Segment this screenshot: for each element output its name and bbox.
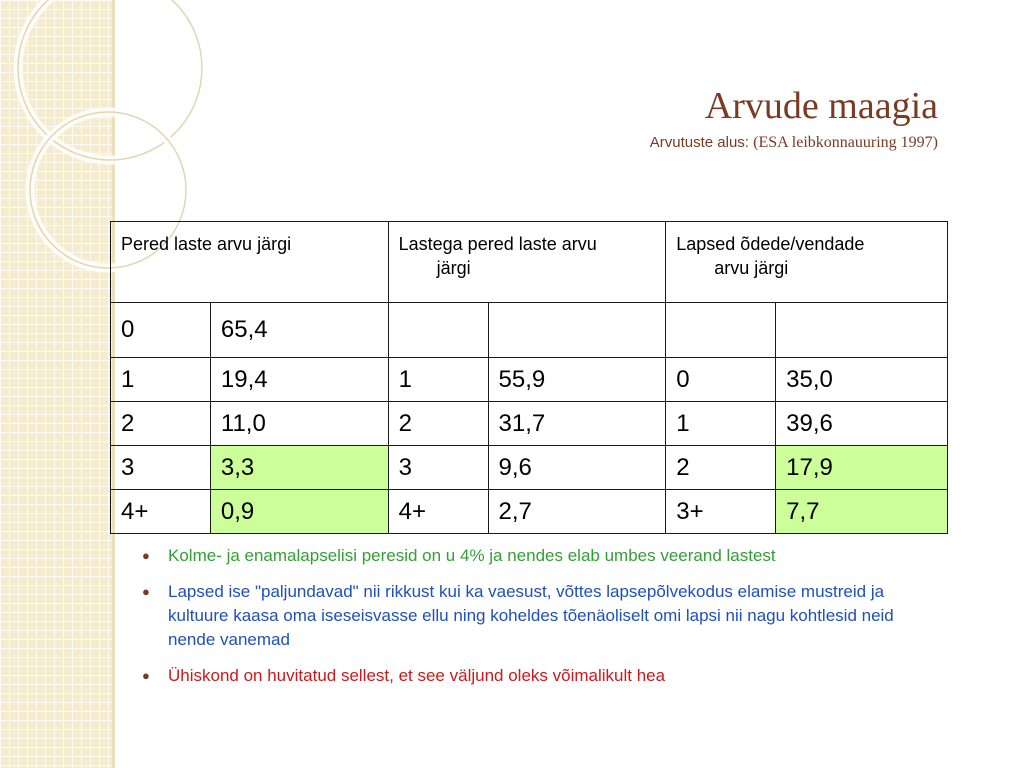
table-cell (776, 303, 948, 358)
table-cell: 0 (111, 303, 211, 358)
bullet-text: Ühiskond on huvitatud sellest, et see väljund oleks võimalikult hea (168, 666, 666, 685)
table-row (111, 490, 948, 534)
table-cell: 19,4 (210, 358, 388, 402)
table-cell: 3+ (666, 490, 776, 534)
highlighted-cell: 17,9 (776, 446, 948, 490)
table-row (111, 402, 948, 446)
table-header-cell (388, 222, 666, 303)
header-line: Lapsed õdede/vendade (676, 234, 865, 254)
table-row (111, 358, 948, 402)
table-cell: 31,7 (488, 402, 666, 446)
bullet-marker-icon: ● (142, 584, 150, 599)
table-cell: 4+ (111, 490, 211, 534)
highlighted-cell: 0,9 (210, 490, 388, 534)
table-header-cell (666, 222, 948, 303)
subtitle-prefix: Arvutuste alus: (649, 134, 754, 151)
table-cell: 11,0 (210, 402, 388, 446)
table-cell: 2,7 (488, 490, 666, 534)
table-cell: 0 (666, 358, 776, 402)
bullet-marker-icon: ● (142, 668, 150, 683)
header-line: järgi (436, 258, 471, 279)
bullet-item (140, 544, 930, 568)
table-cell: 1 (388, 358, 488, 402)
data-table (110, 221, 948, 534)
highlighted-cell: 3,3 (210, 446, 388, 490)
table-cell (666, 303, 776, 358)
table-cell: 1 (666, 402, 776, 446)
header-line: arvu järgi (714, 258, 789, 279)
table-cell: 3 (111, 446, 211, 490)
subtitle-source: (ESA leibkonnauuring 1997) (753, 134, 938, 151)
bullet-item (140, 580, 930, 652)
table-cell: 3 (388, 446, 488, 490)
table-cell: 35,0 (776, 358, 948, 402)
table-cell: 39,6 (776, 402, 948, 446)
bullet-item (140, 664, 930, 688)
table-cell: 1 (111, 358, 211, 402)
table-header-cell (111, 222, 389, 303)
table-cell: 2 (111, 402, 211, 446)
slide-title: Arvude maagia (704, 85, 938, 127)
header-line: Lastega pered laste arvu (398, 234, 597, 254)
table-cell: 4+ (388, 490, 488, 534)
table-header-row (111, 222, 948, 303)
slide-subtitle (650, 134, 938, 152)
bullet-text: Lapsed ise "paljundavad" nii rikkust kui ka vaesust, võttes lapsepõlvekodus elamise mustreid ja kultuure kaasa oma iseseisvasse ellu ning koheldes tõenäoliselt omi lapsi nii nagu kohtlesid neid nende vanemad (168, 582, 894, 649)
table-cell: 9,6 (488, 446, 666, 490)
table-cell: 55,9 (488, 358, 666, 402)
table-row (111, 303, 948, 358)
highlighted-cell: 7,7 (776, 490, 948, 534)
bullet-marker-icon: ● (142, 548, 150, 563)
table-cell (488, 303, 666, 358)
bullet-text: Kolme- ja enamalapselisi peresid on u 4% ja nendes elab umbes veerand lastest (168, 546, 776, 565)
table-cell: 2 (666, 446, 776, 490)
table-cell (388, 303, 488, 358)
header-line: Pered laste arvu järgi (121, 234, 292, 254)
table-cell: 65,4 (210, 303, 388, 358)
table-cell: 2 (388, 402, 488, 446)
table-row (111, 446, 948, 490)
bullet-list (140, 544, 930, 700)
